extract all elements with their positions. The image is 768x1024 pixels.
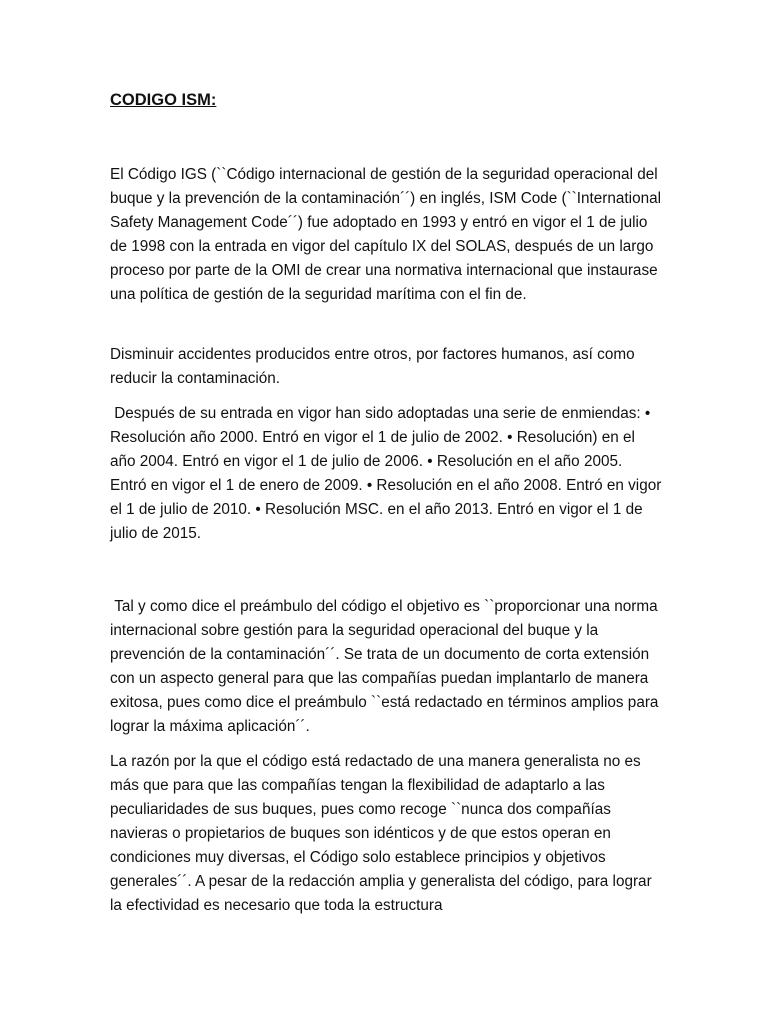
- paragraph-text: Disminuir accidentes producidos entre otros, por factores humanos, así como reducir la contaminación.: [110, 346, 635, 387]
- paragraph-amendments: [110, 402, 666, 546]
- paragraph-reason: [110, 750, 662, 918]
- paragraph-objective: [110, 595, 662, 739]
- paragraph-text: El Código IGS (``Código internacional de gestión de la seguridad operacional del buque y la prevención de la contaminación´´) en inglés, ISM Code (``International Safety Management Code´´) fue adoptado en 1993 y entró en vigor el 1 de julio de 1998 con la entrada en vigor del capítulo IX del SOLAS, después de un largo proceso por parte de la OMI de crear una normativa internacional que instaurase una política de gestión de la seguridad marítima con el fin de.: [110, 166, 661, 303]
- paragraph-text: Después de su entrada en vigor han sido adoptadas una serie de enmiendas: • Resolución año 2000. Entró en vigor el 1 de julio de 2002. • Resolución) en el año 2004. Entró en vigor el 1 de julio de 2006. • Resolución en el año 2005. Entró en vigor el 1 de enero de 2009. • Resolución en el año 2008. Entró en vigor el 1 de julio de 2010. • Resolución MSC. en el año 2013. Entró en vigor el 1 de julio de 2015.: [110, 405, 666, 542]
- paragraph-purpose: [110, 343, 662, 391]
- paragraph-text: La razón por la que el código está redactado de una manera generalista no es más que para que las compañías tengan la flexibilidad de adaptarlo a las peculiaridades de sus buques, pues como recoge ``nunca dos compañías navieras o propietarios de buques son idénticos y de que estos operan en condiciones muy diversas, el Código solo establece principios y objetivos generales´´. A pesar de la redacción amplia y generalista del código, para lograr la efectividad es necesario que toda la estructura: [110, 753, 652, 914]
- paragraph-text: Tal y como dice el preámbulo del código el objetivo es ``proporcionar una norma internacional sobre gestión para la seguridad operacional del buque y la prevención de la contaminación´´. Se trata de un documento de corta extensión con un aspecto general para que las compañías puedan implantarlo de manera exitosa, pues como dice el preámbulo ``está redactado en términos amplios para lograr la máxima aplicación´´.: [110, 598, 663, 735]
- document-title: CODIGO ISM:: [110, 91, 217, 109]
- paragraph-intro: [110, 163, 662, 307]
